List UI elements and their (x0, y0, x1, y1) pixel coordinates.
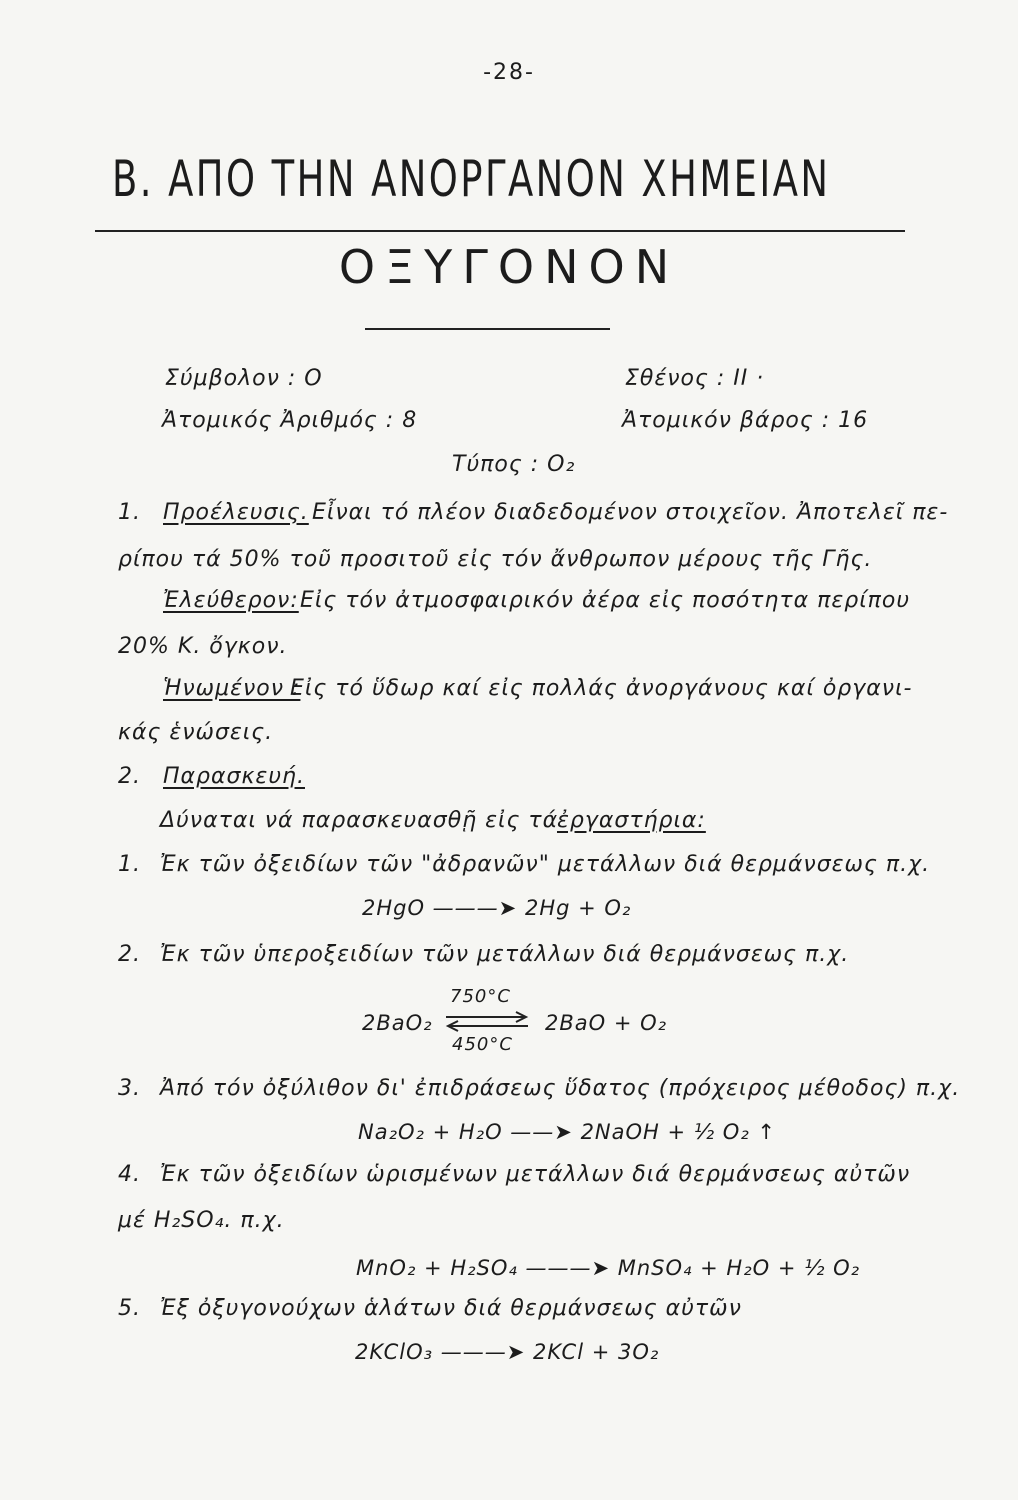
section2-heading: Παρασκευή. (163, 764, 305, 789)
property-atomic-number: Ἀτομικός Ἀριθμός : 8 (162, 408, 418, 433)
method-number: 3. (118, 1076, 141, 1101)
chapter-title: B. ΑΠΟ ΤΗΝ ΑΝΟΡΓΑΝΟΝ ΧΗΜΕΙΑΝ (112, 150, 831, 208)
method-text: Ἐκ τῶν ὀξειδίων τῶν "ἀδρανῶν" μετάλλων διά θερμάνσεως π.χ. (160, 852, 931, 877)
chapter-rule (95, 230, 905, 232)
section1-number: 1. (118, 500, 141, 525)
method-number: 4. (118, 1162, 141, 1187)
method-equation: 2KClO₃ ———➤ 2KCl + 3O₂ (355, 1340, 660, 1364)
equation-product: 2BaO + O₂ (545, 1011, 668, 1035)
equation-temperature-bottom: 450°C (452, 1034, 513, 1055)
equation-reactant: 2BaO₂ (362, 1011, 433, 1035)
method-number: 2. (118, 942, 141, 967)
element-title-underline (365, 328, 610, 330)
method-equation: 2HgO ———➤ 2Hg + O₂ (362, 896, 632, 920)
section2-intro: Δύναται νά παρασκευασθῇ εἰς τά (160, 808, 559, 833)
free-line2: 20% Κ. ὄγκον. (118, 634, 288, 659)
equation-temperature-top: 750°C (450, 986, 511, 1007)
method-text: Ἐκ τῶν ὀξειδίων ὡρισμένων μετάλλων διά θερμάνσεως αὐτῶν (160, 1162, 911, 1187)
bound-text: Εἰς τό ὕδωρ καί εἰς πολλάς ἀνοργάνους καί ὀργανι- (290, 676, 913, 701)
bound-line2: κάς ἑνώσεις. (118, 720, 274, 745)
page-number: -28- (483, 60, 535, 85)
free-text: Εἰς τόν ἀτμοσφαιρικόν ἀέρα εἰς ποσότητα περίπου (300, 588, 911, 613)
section2-number: 2. (118, 764, 141, 789)
section1-heading: Προέλευσις. (163, 500, 309, 525)
method-number: 1. (118, 852, 141, 877)
bound-label: Ἡνωμένον : (163, 676, 301, 701)
method-text-continued: μέ H₂SO₄. π.χ. (118, 1208, 285, 1233)
section2-intro-laboratories: ἐργαστήρια: (557, 808, 706, 833)
section1-line2: ρίπου τά 50% τοῦ προσιτοῦ εἰς τόν ἄνθρωπον μέρους τῆς Γῆς. (118, 547, 873, 572)
property-atomic-weight: Ἀτομικόν βάρος : 16 (622, 408, 869, 433)
element-title: ΟΞΥΓΟΝΟΝ (338, 240, 680, 294)
method-equation: MnO₂ + H₂SO₄ ———➤ MnSO₄ + H₂O + ½ O₂ (356, 1256, 861, 1280)
method-text: Ἐξ ὀξυγονούχων ἁλάτων διά θερμάνσεως αὐτῶν (160, 1296, 742, 1321)
section1-line1: Εἶναι τό πλέον διαδεδομένον στοιχεῖον. Ἀποτελεῖ πε- (312, 500, 949, 525)
property-valence: Σθένος : ΙΙ · (625, 366, 765, 391)
property-symbol: Σύμβολον : Ο (165, 366, 323, 391)
equilibrium-arrows-icon (442, 1010, 532, 1032)
property-formula: Τύπος : O₂ (452, 452, 576, 477)
method-text: Ἀπό τόν ὀξύλιθον δι' ἐπιδράσεως ὕδατος (πρόχειρος μέθοδος) π.χ. (160, 1076, 961, 1101)
method-text: Ἐκ τῶν ὑπεροξειδίων τῶν μετάλλων διά θερμάνσεως π.χ. (160, 942, 850, 967)
method-equation: Na₂O₂ + H₂O ——➤ 2NaOH + ½ O₂ ↑ (358, 1120, 777, 1144)
free-label: Ἐλεύθερον: (163, 588, 299, 613)
method-number: 5. (118, 1296, 141, 1321)
